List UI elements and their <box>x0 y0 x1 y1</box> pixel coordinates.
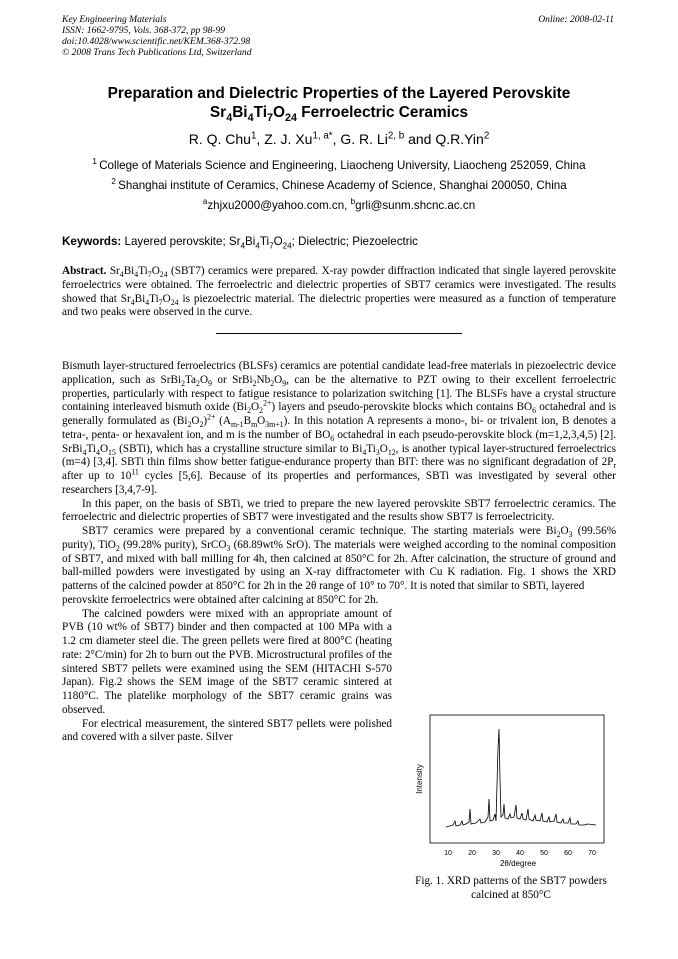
abstract-label: Abstract. <box>62 265 107 277</box>
journal-name: Key Engineering Materials <box>62 14 167 25</box>
xrd-figure <box>406 709 616 874</box>
author-3-affil: 2, b <box>387 130 405 142</box>
y-axis-label: Intensity <box>415 764 424 794</box>
xrd-pattern-line <box>446 729 596 827</box>
main-text <box>62 360 616 745</box>
keywords: Keywords: Layered perovskite; $Sr_4Bi_4Ti_7O_{24}$; Dielectric; Piezoelectric <box>62 235 418 251</box>
title-line1: Preparation and Dielectric Properties of the Layered Perovskite <box>107 85 571 102</box>
email-a[interactable]: zhjxu2000@yahoo.com.cn <box>207 199 345 212</box>
xrd-plot <box>406 709 616 869</box>
journal-header <box>62 14 252 58</box>
x-tick-label: 70 <box>588 850 596 857</box>
paragraph-2: In this paper, on the basis of SBTi, we tried to prepare the new layered perovskite SBT7 ferroelectric ceramics. The ferroelectric and dielectric properties of SBT7 were investigated and the results show SBT7 is ferroelectricity. <box>62 497 616 524</box>
online-date: Online: 2008-02-11 <box>538 14 614 25</box>
author-2-affil: 1, a* <box>312 130 333 142</box>
affiliation-1: $^1$ College of Materials Science and Engineering, Liaocheng University, Liaocheng 252059, China <box>92 157 586 172</box>
paragraph-5: For electrical measurement, the sintered SBT7 pellets were polished and covered with a silver paste. Silver <box>62 717 392 744</box>
x-ticks <box>444 850 596 857</box>
x-tick-label: 10 <box>444 850 452 857</box>
author-4-affil: 2 <box>483 130 490 142</box>
keywords-label: Keywords: <box>62 235 122 248</box>
plot-frame <box>430 715 604 843</box>
paragraph-4: The calcined powders were mixed with an appropriate amount of PVB (10 wt% of SBT7) binder and then compacted at 100 MPa with a 1.2 cm diameter steel die. The green pellets were fired at 800°C (heating rate: 2°C/min) for 2h to burn out the PVB. Microstructural profiles of the sintered SBT7 pellets were examined using the SEM (HITACHI S-570 Japan). Fig.2 shows the SEM image of the SBT7 ceramic sintered at 1180°C. The platelike morphology of the SBT7 ceramic grains was observed. <box>62 607 392 716</box>
x-tick-label: 20 <box>468 850 476 857</box>
paper-title <box>62 84 616 125</box>
author-1-affil: 1 <box>250 130 257 142</box>
x-tick-label: 60 <box>564 850 572 857</box>
paragraph-3-cont: perovskite ferroelectrics were obtained after calcining at 850°C for 2h. <box>62 593 379 606</box>
x-tick-label: 30 <box>492 850 500 857</box>
emails: $^a$zhjxu2000@yahoo.com.cn, $^b$grli@sunm.shcnc.ac.cn <box>202 197 476 212</box>
x-tick-label: 40 <box>516 850 524 857</box>
author-2: Z. J. Xu <box>264 131 313 147</box>
abstract: Abstract. $Sr_4Bi_4Ti_7O_{24}$ (SBT7) ceramics were prepared. X-ray powder diffraction indicated that single layered perovskite ferroelectrics were obtained. The ferroelectric and dielectric properties of SBT7 ceramics were investigated. The results showed that $Sr_4Bi_4Ti_7O_{24}$ is piezoelectric material. The dielectric properties were measured as a function of temperature and two peaks were observed in the curve. <box>62 265 617 319</box>
author-3: G. R. Li <box>340 131 388 147</box>
paragraph-3: SBT7 ceramics were prepared by a conventional ceramic technique. The starting materials were $Bi_2O_3$ (99.56% purity), TiO$_2$ (99.28% purity), SrCO$_3$ (68.89wt% SrO). The materials were weighed according to the nominal composition of SBT7, and mixed with ball milling for 4h, then calcined at 850°C for 2h. After calcination, the structure of ground and ball-milled powders were investigated by using an X-ray diffractometer with Cu K radiation. Fig. 1 shows the XRD patterns of the calcined powder at 850°C for 2h in the 2θ range of 10° to 70°. It is noted that similar to SBTi, layered <box>62 525 617 592</box>
author-list: R. Q. Chu$^1$, Z. J. $Xu^{1, a*}$, G. R. Li$^{2, b}$ and Q.R.Yin$^2$ <box>188 130 490 147</box>
issn: ISSN: 1662-9795, Vols. 368-372, pp 98-99 <box>62 25 226 36</box>
x-axis-label: 2θ/degree <box>499 859 537 868</box>
abstract-divider <box>216 333 462 334</box>
title-line2: $Sr_4Bi_4Ti_7O_{24}$ Ferroelectric Ceramics <box>209 104 469 125</box>
copyright: © 2008 Trans Tech Publications Ltd, Switzerland <box>62 47 252 58</box>
figure-caption: Fig. 1. XRD patterns of the SBT7 powders calcined at 850°C <box>415 875 607 901</box>
author-1: R. Q. Chu <box>188 131 251 147</box>
affiliation-2: $^2$ Shanghai institute of Ceramics, Chinese Academy of Science, Shanghai 200050, China <box>111 177 567 192</box>
doi: doi:10.4028/www.scientific.net/KEM.368-372.98 <box>62 36 251 47</box>
paragraph-1: Bismuth layer-structured ferroelectrics (BLSFs) ceramics are potential candidate lead-free materials in piezoelectric device application, such as $SrBi_2Ta_2O_9$ or $SrBi_2Nb_2O_9$, can be the alternative to PZT owing to their excellent ferroelectric properties, particularly with respect to fatigue resistance to polarization switching [1]. The BLSFs have a crystal structure containing interleaved bismuth oxide $(Bi_2O_2^{2+})$ layers and pseudo-perovskite blocks which contains $BO_6$ octahedral and is generally formulated as $(Bi_2O_2)^{2+}$ $(A_{m-1}B_mO_{3m+1})$. In this notation A represents a mono-, bi- or trivalent ion, B denotes a tetra-, penta- or hexavalent ion, and m is the number of $BO_6$ octahedral in each pseudo-perovskite block (m=1,2,3,4,5) [2]. $SrBi_4Ti_4O_{15}$ (SBTi), which has a crystalline structure similar to $Bi_4Ti_3O_{12}$, is another typical layer-structured ferroelectrics (m=4) [3,4]. SBTi thin films show better fatigue-endurance property than BIT: there was no significant degradation of $2P_r$ after up to $10^{11}$ cycles [5,6]. Because of its properties and performances, SBTi was investigated by several other researchers [3,4,7-9]. <box>62 360 617 496</box>
email-b[interactable]: grli@sunm.shcnc.ac.cn <box>355 199 476 212</box>
author-4: Q.R.Yin <box>435 131 484 147</box>
x-tick-label: 50 <box>540 850 548 857</box>
title-line2-suffix: Ferroelectric Ceramics <box>296 104 469 121</box>
